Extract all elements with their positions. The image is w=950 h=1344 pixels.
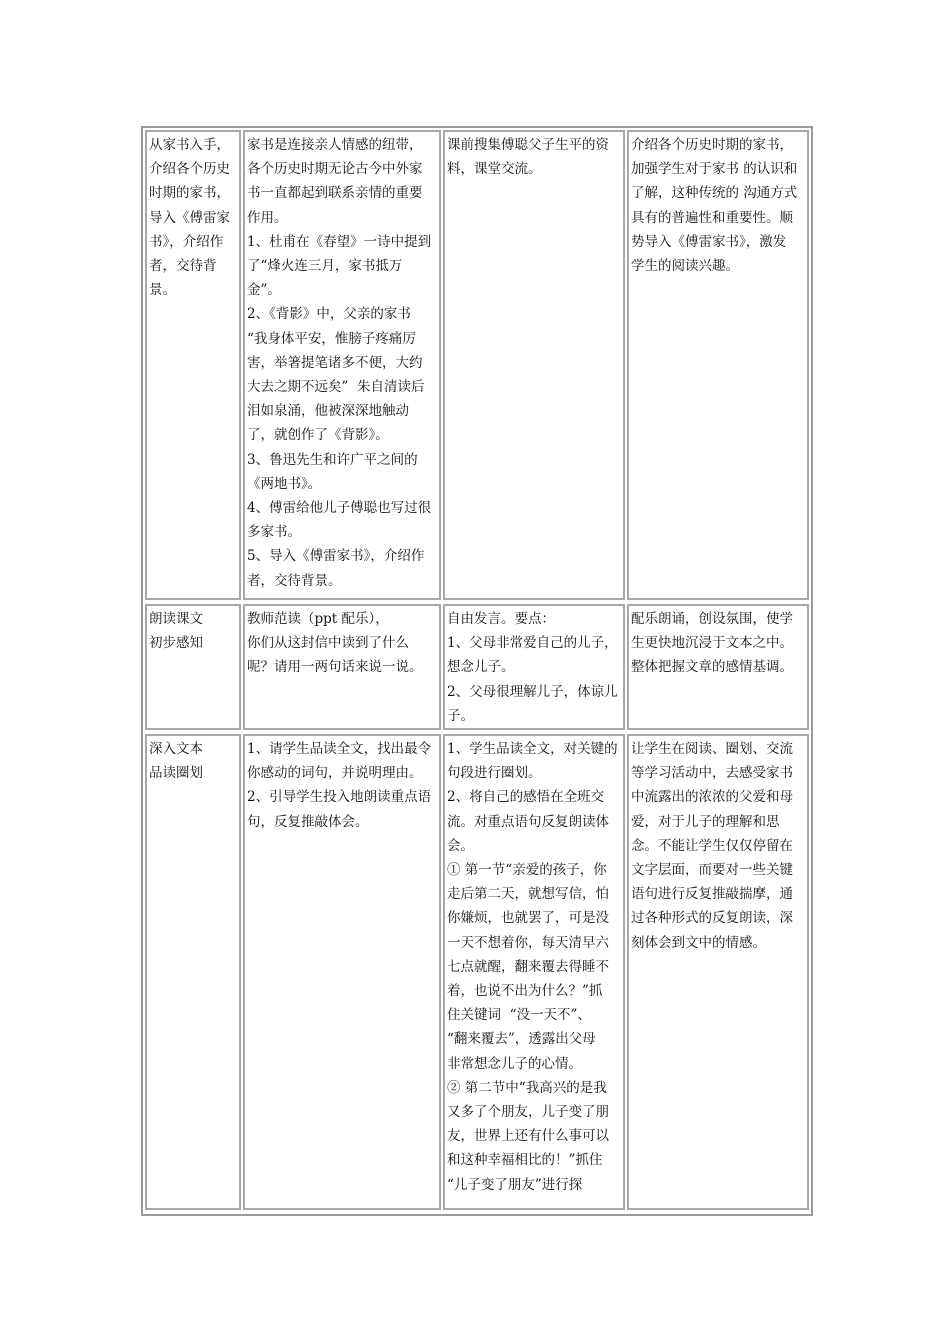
stage-cell-row-2 bbox=[145, 604, 241, 730]
cell-text-line: 3、鲁迅先生和许广平之间的 bbox=[247, 451, 418, 468]
cell-text-line: 具有的普遍性和重要性。顺 bbox=[631, 209, 793, 226]
cell-text-line: 呢？请用一两句话来说一说。 bbox=[247, 659, 423, 676]
cell-text-line: 你们从这封信中读到了什么 bbox=[247, 635, 409, 652]
cell-text-line: 了“烽火连三月，家书抵万 bbox=[247, 258, 403, 275]
cell-text-line: 者，交待背景。 bbox=[247, 572, 342, 589]
cell-text-line: 时期的家书， bbox=[149, 185, 230, 202]
student-activity-cell-row-2 bbox=[443, 604, 625, 730]
cell-text-line: 文字层面，而要对一些关键 bbox=[631, 862, 793, 879]
cell-text-line: 1、请学生品读全文，找出最令 bbox=[247, 741, 432, 757]
cell-text-line: 者，交待背 bbox=[149, 258, 217, 275]
cell-text-line: 教师范读（ppt 配乐）， bbox=[247, 611, 389, 627]
cell-text-line: 势导入《傅雷家书》，激发 bbox=[631, 233, 787, 250]
cell-text-line: 2、将自己的感悟在全班交 bbox=[447, 789, 605, 806]
stage-cell-row-1 bbox=[145, 130, 241, 600]
cell-text-line: 和这种幸福相比的！”抓住 bbox=[447, 1152, 603, 1169]
cell-text-line: 家书是连接亲人情感的纽带， bbox=[247, 137, 423, 153]
cell-text-line: 害，举箸提笔诸多不便，大约 bbox=[247, 354, 423, 371]
cell-text-line: 加强学生对于家书 的认识和 bbox=[631, 161, 798, 178]
cell-text-line: 爱，对于儿子的理解和思 bbox=[631, 813, 780, 830]
cell-text-line: “我身体平安，惟膀子疼痛厉 bbox=[247, 330, 416, 347]
cell-text-line: 作用。 bbox=[247, 209, 288, 226]
cell-text-line: 导入《傅雷家 bbox=[149, 209, 230, 226]
cell-text-line: 住关键词 “没一天不”、 bbox=[447, 1007, 591, 1024]
cell-text-line: 2、《背影》中，父亲的家书 bbox=[247, 306, 411, 323]
cell-text-line: 从家书入手， bbox=[149, 137, 230, 153]
cell-text-line: 《两地书》。 bbox=[247, 475, 322, 492]
cell-text-line: 句段进行圈划。 bbox=[447, 765, 542, 782]
student-activity-cell-row-1 bbox=[443, 130, 625, 600]
cell-text-line: 整体把握文章的感情基调。 bbox=[631, 659, 793, 676]
cell-text-line: 非常想念儿子的心情。 bbox=[447, 1055, 582, 1072]
cell-text-line: 语句进行反复推敲揣摩，通 bbox=[631, 886, 793, 903]
cell-text-line: 想念儿子。 bbox=[447, 659, 515, 676]
cell-text-line: 你感动的词句，并说明理由。 bbox=[247, 765, 423, 782]
cell-text-line: 2、父母很理解儿子，体谅儿 bbox=[447, 683, 618, 700]
cell-text-line: 1、杜甫在《春望》一诗中提到 bbox=[247, 233, 432, 250]
cell-text-line: 大去之期不远矣” 朱自清读后 bbox=[247, 379, 425, 396]
cell-text-line: 配乐朗诵，创设氛围，使学 bbox=[631, 611, 793, 627]
cell-text-line: ① 第一节“亲爱的孩子，你 bbox=[447, 862, 607, 879]
table-grid bbox=[143, 128, 811, 1214]
cell-text-line: 学生的阅读兴趣。 bbox=[631, 258, 739, 275]
cell-text-line: 5、导入《傅雷家书》，介绍作 bbox=[247, 548, 425, 565]
teacher-activity-cell-row-3 bbox=[243, 734, 441, 1210]
design-intent-cell-row-2 bbox=[627, 604, 809, 730]
cell-text-line: 过各种形式的反复朗读，深 bbox=[631, 910, 793, 927]
cell-text-line: 走后第二天，就想写信，怕 bbox=[447, 886, 609, 903]
cell-text-line: 书一直都起到联系亲情的重要 bbox=[247, 185, 423, 202]
cell-text-line: 子。 bbox=[447, 707, 474, 724]
cell-text-line: 又多了个朋友，儿子变了朋 bbox=[447, 1104, 609, 1121]
cell-text-line: 多家书。 bbox=[247, 524, 301, 541]
cell-text-line: 生更快地沉浸于文本之中。 bbox=[631, 635, 793, 652]
design-intent-cell-row-3 bbox=[627, 734, 809, 1210]
cell-text-line: 泪如泉涌，他被深深地触动 bbox=[247, 403, 409, 420]
stage-cell-row-3 bbox=[145, 734, 241, 1210]
cell-text-line: 各个历史时期无论古今中外家 bbox=[247, 161, 423, 178]
cell-text-line: 初步感知 bbox=[149, 635, 203, 652]
cell-text-line: 你嫌烦，也就罢了，可是没 bbox=[447, 910, 609, 927]
cell-text-line: 金”。 bbox=[247, 282, 281, 299]
cell-text-line: 1、学生品读全文，对关键的 bbox=[447, 741, 618, 757]
teacher-activity-cell-row-2 bbox=[243, 604, 441, 730]
cell-text-line: 深入文本 bbox=[149, 741, 203, 757]
cell-text-line: 介绍各个历史时期的家书， bbox=[631, 137, 793, 153]
cell-text-line: 朗读课文 bbox=[149, 611, 203, 627]
cell-text-line: 刻体会到文中的情感。 bbox=[631, 934, 766, 951]
lesson-plan-table bbox=[141, 126, 813, 1216]
cell-text-line: 友，世界上还有什么事可以 bbox=[447, 1128, 609, 1145]
cell-text-line: 流。对重点语句反复朗读体 bbox=[447, 813, 609, 830]
cell-text-line: 料，课堂交流。 bbox=[447, 161, 542, 178]
cell-text-line: 中流露出的浓浓的父爱和母 bbox=[631, 789, 793, 806]
cell-text-line: 一天不想着你，每天清早六 bbox=[447, 934, 609, 951]
cell-text-line: 景。 bbox=[149, 282, 176, 299]
cell-text-line: 介绍各个历史 bbox=[149, 161, 230, 178]
cell-text-line: 品读圈划 bbox=[149, 765, 203, 782]
cell-text-line: 七点就醒，翻来覆去得睡不 bbox=[447, 958, 609, 975]
cell-text-line: 课前搜集傅聪父子生平的资 bbox=[447, 137, 609, 153]
teacher-activity-cell-row-1 bbox=[243, 130, 441, 600]
student-activity-cell-row-3 bbox=[443, 734, 625, 1210]
cell-text-line: 了解，这种传统的 沟通方式 bbox=[631, 185, 798, 202]
cell-text-line: 句，反复推敲体会。 bbox=[247, 813, 369, 830]
cell-text-line: 让学生在阅读、圈划、交流 bbox=[631, 741, 793, 757]
cell-text-line: 4、傅雷给他儿子傅聪也写过很 bbox=[247, 500, 432, 517]
cell-text-line: 会。 bbox=[447, 837, 474, 854]
cell-text-line: 等学习活动中，去感受家书 bbox=[631, 765, 793, 782]
cell-text-line: 念。不能让学生仅仅停留在 bbox=[631, 837, 793, 854]
cell-text-line: “翻来覆去”，透露出父母 bbox=[447, 1031, 596, 1048]
cell-text-line: 1、父母非常爱自己的儿子， bbox=[447, 635, 618, 652]
cell-text-line: “儿子变了朋友”进行探 bbox=[447, 1176, 583, 1193]
cell-text-line: 自由发言。要点： bbox=[447, 611, 555, 627]
cell-text-line: ② 第二节中“我高兴的是我 bbox=[447, 1079, 607, 1096]
cell-text-line: 书》，介绍作 bbox=[149, 233, 224, 250]
cell-text-line: 2、引导学生投入地朗读重点语 bbox=[247, 789, 432, 806]
cell-text-line: 了，就创作了《背影》。 bbox=[247, 427, 389, 444]
cell-text-line: 着，也说不出为什么？”抓 bbox=[447, 983, 603, 1000]
design-intent-cell-row-1 bbox=[627, 130, 809, 600]
